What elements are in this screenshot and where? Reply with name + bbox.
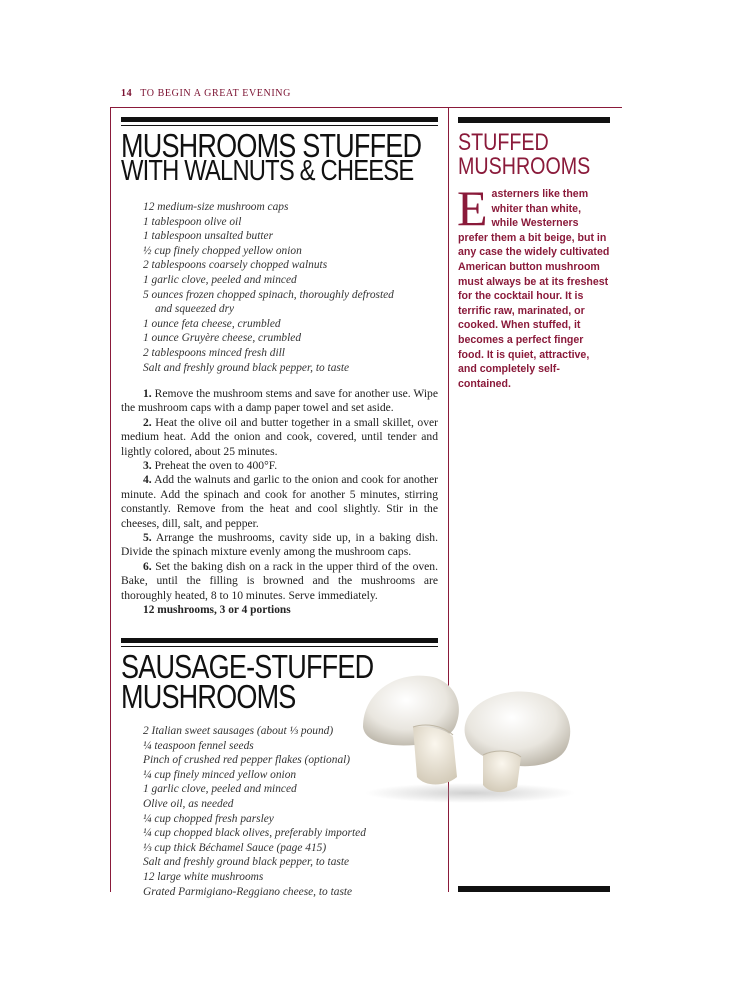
- recipe2-title-line1: SAUSAGE-STUFFED: [121, 648, 374, 685]
- step-text: Add the walnuts and garlic to the onion and cook for another minute. Add the spinach and cook for another 5 minutes, stirring constantly. Remove from the heat and cool slightly. Stir in the cheeses, dill, salt, and pepper.: [121, 473, 438, 530]
- ingredient: 12 large white mushrooms: [143, 870, 264, 883]
- sidebar-bar-bottom: [458, 886, 610, 892]
- drop-cap: E: [457, 180, 488, 236]
- ingredient: Salt and freshly ground black pepper, to taste: [143, 361, 350, 374]
- step: [121, 560, 438, 603]
- ingredient: 2 tablespoons coarsely chopped walnuts: [143, 259, 328, 272]
- left-rule: [110, 107, 111, 892]
- step-text: Remove the mushroom stems and save for another use. Wipe the mushroom caps with a damp paper towel and set aside.: [121, 387, 438, 415]
- title-bar-thick: [121, 117, 438, 122]
- ingredient: 1 tablespoon olive oil: [143, 215, 242, 228]
- ingredient: ½ cup finely chopped yellow onion: [143, 244, 302, 257]
- top-rule: [110, 107, 622, 108]
- recipe1-title-line1: MUSHROOMS STUFFED: [121, 127, 422, 164]
- ingredient: Grated Parmigiano-Reggiano cheese, to taste: [143, 885, 353, 898]
- ingredient: 12 medium-size mushroom caps: [143, 201, 289, 213]
- running-header: [121, 88, 291, 99]
- step: [121, 387, 438, 416]
- recipe1-ingredients: [143, 200, 394, 375]
- sidebar-body: asterners like them whiter than white, while Westerners prefer them a bit beige, but in any case the widely cultivated American button mushroom must always be at its freshest for the cocktail hour. It is terrific raw, marinated, or cooked. When stuffed, it becomes a perfect finger food. It is quiet, attractive, and completely self-contained.: [458, 188, 610, 390]
- title-bar-thick: [121, 638, 438, 643]
- ingredient: 1 garlic clove, peeled and minced: [143, 783, 297, 796]
- ingredient: ⅓ cup thick Béchamel Sauce (page 415): [143, 841, 327, 854]
- section-title: TO BEGIN A GREAT EVENING: [140, 88, 291, 99]
- ingredient: ¼ cup chopped black olives, preferably imported: [143, 827, 366, 840]
- ingredient: 1 garlic clove, peeled and minced: [143, 273, 297, 286]
- page-number: 14: [121, 88, 133, 99]
- step: [121, 473, 438, 531]
- step-number: 4.: [143, 473, 152, 487]
- recipe1-yield: 12 mushrooms, 3 or 4 portions: [143, 604, 291, 617]
- recipe1-method: [121, 387, 438, 618]
- ingredient: Salt and freshly ground black pepper, to taste: [143, 856, 350, 869]
- ingredient: and squeezed dry: [155, 303, 235, 316]
- recipe2-ingredients: [143, 724, 366, 899]
- title-bar-thin: [121, 646, 438, 647]
- step-text: Set the baking dish on a rack in the upper third of the oven. Bake, until the filling is browned and the mushrooms are thoroughly heated, 8 to 10 minutes. Serve immediately.: [121, 559, 438, 602]
- ingredient: 5 ounces frozen chopped spinach, thoroughly defrosted: [143, 288, 394, 301]
- ingredient: 2 Italian sweet sausages (about ⅓ pound): [143, 725, 334, 737]
- step: [121, 459, 438, 473]
- sidebar-bar-top: [458, 117, 610, 123]
- ingredient: Olive oil, as needed: [143, 797, 234, 810]
- sidebar-text: [457, 180, 610, 391]
- step-number: 5.: [143, 531, 152, 545]
- step-number: 3.: [143, 459, 152, 473]
- step-text: Preheat the oven to 400°F.: [151, 459, 278, 473]
- ingredient: Pinch of crushed red pepper flakes (optional): [143, 754, 351, 767]
- ingredient: 2 tablespoons minced fresh dill: [143, 346, 285, 359]
- sidebar-title-line2: MUSHROOMS: [458, 153, 591, 180]
- step: [121, 531, 438, 560]
- ingredient: 1 ounce Gruyère cheese, crumbled: [143, 332, 302, 345]
- step: [121, 416, 438, 459]
- step-number: 1.: [143, 387, 152, 400]
- step-text: Arrange the mushrooms, cavity side up, in a baking dish. Divide the spinach mixture evenly among the mushroom caps.: [121, 531, 438, 559]
- ingredient: ¼ cup finely minced yellow onion: [143, 768, 297, 781]
- ingredient: ¼ cup chopped fresh parsley: [143, 812, 274, 825]
- ingredient: ¼ teaspoon fennel seeds: [143, 739, 254, 752]
- ingredient: 1 ounce feta cheese, crumbled: [143, 317, 281, 330]
- step-number: 6.: [143, 559, 152, 573]
- ingredient: 1 tablespoon unsalted butter: [143, 230, 274, 243]
- recipe1-title-line2: WITH WALNUTS & CHEESE: [121, 155, 414, 187]
- recipe2-title-line2: MUSHROOMS: [121, 678, 296, 715]
- title-bar-thin: [121, 125, 438, 126]
- step-number: 2.: [143, 415, 152, 429]
- sidebar-title-line1: STUFFED: [458, 129, 549, 156]
- step-text: Heat the olive oil and butter together in a small skillet, over medium heat. Add the onion and cook, covered, until tender and lightly colored, about 25 minutes.: [121, 415, 438, 458]
- mushroom-photo: [355, 665, 585, 805]
